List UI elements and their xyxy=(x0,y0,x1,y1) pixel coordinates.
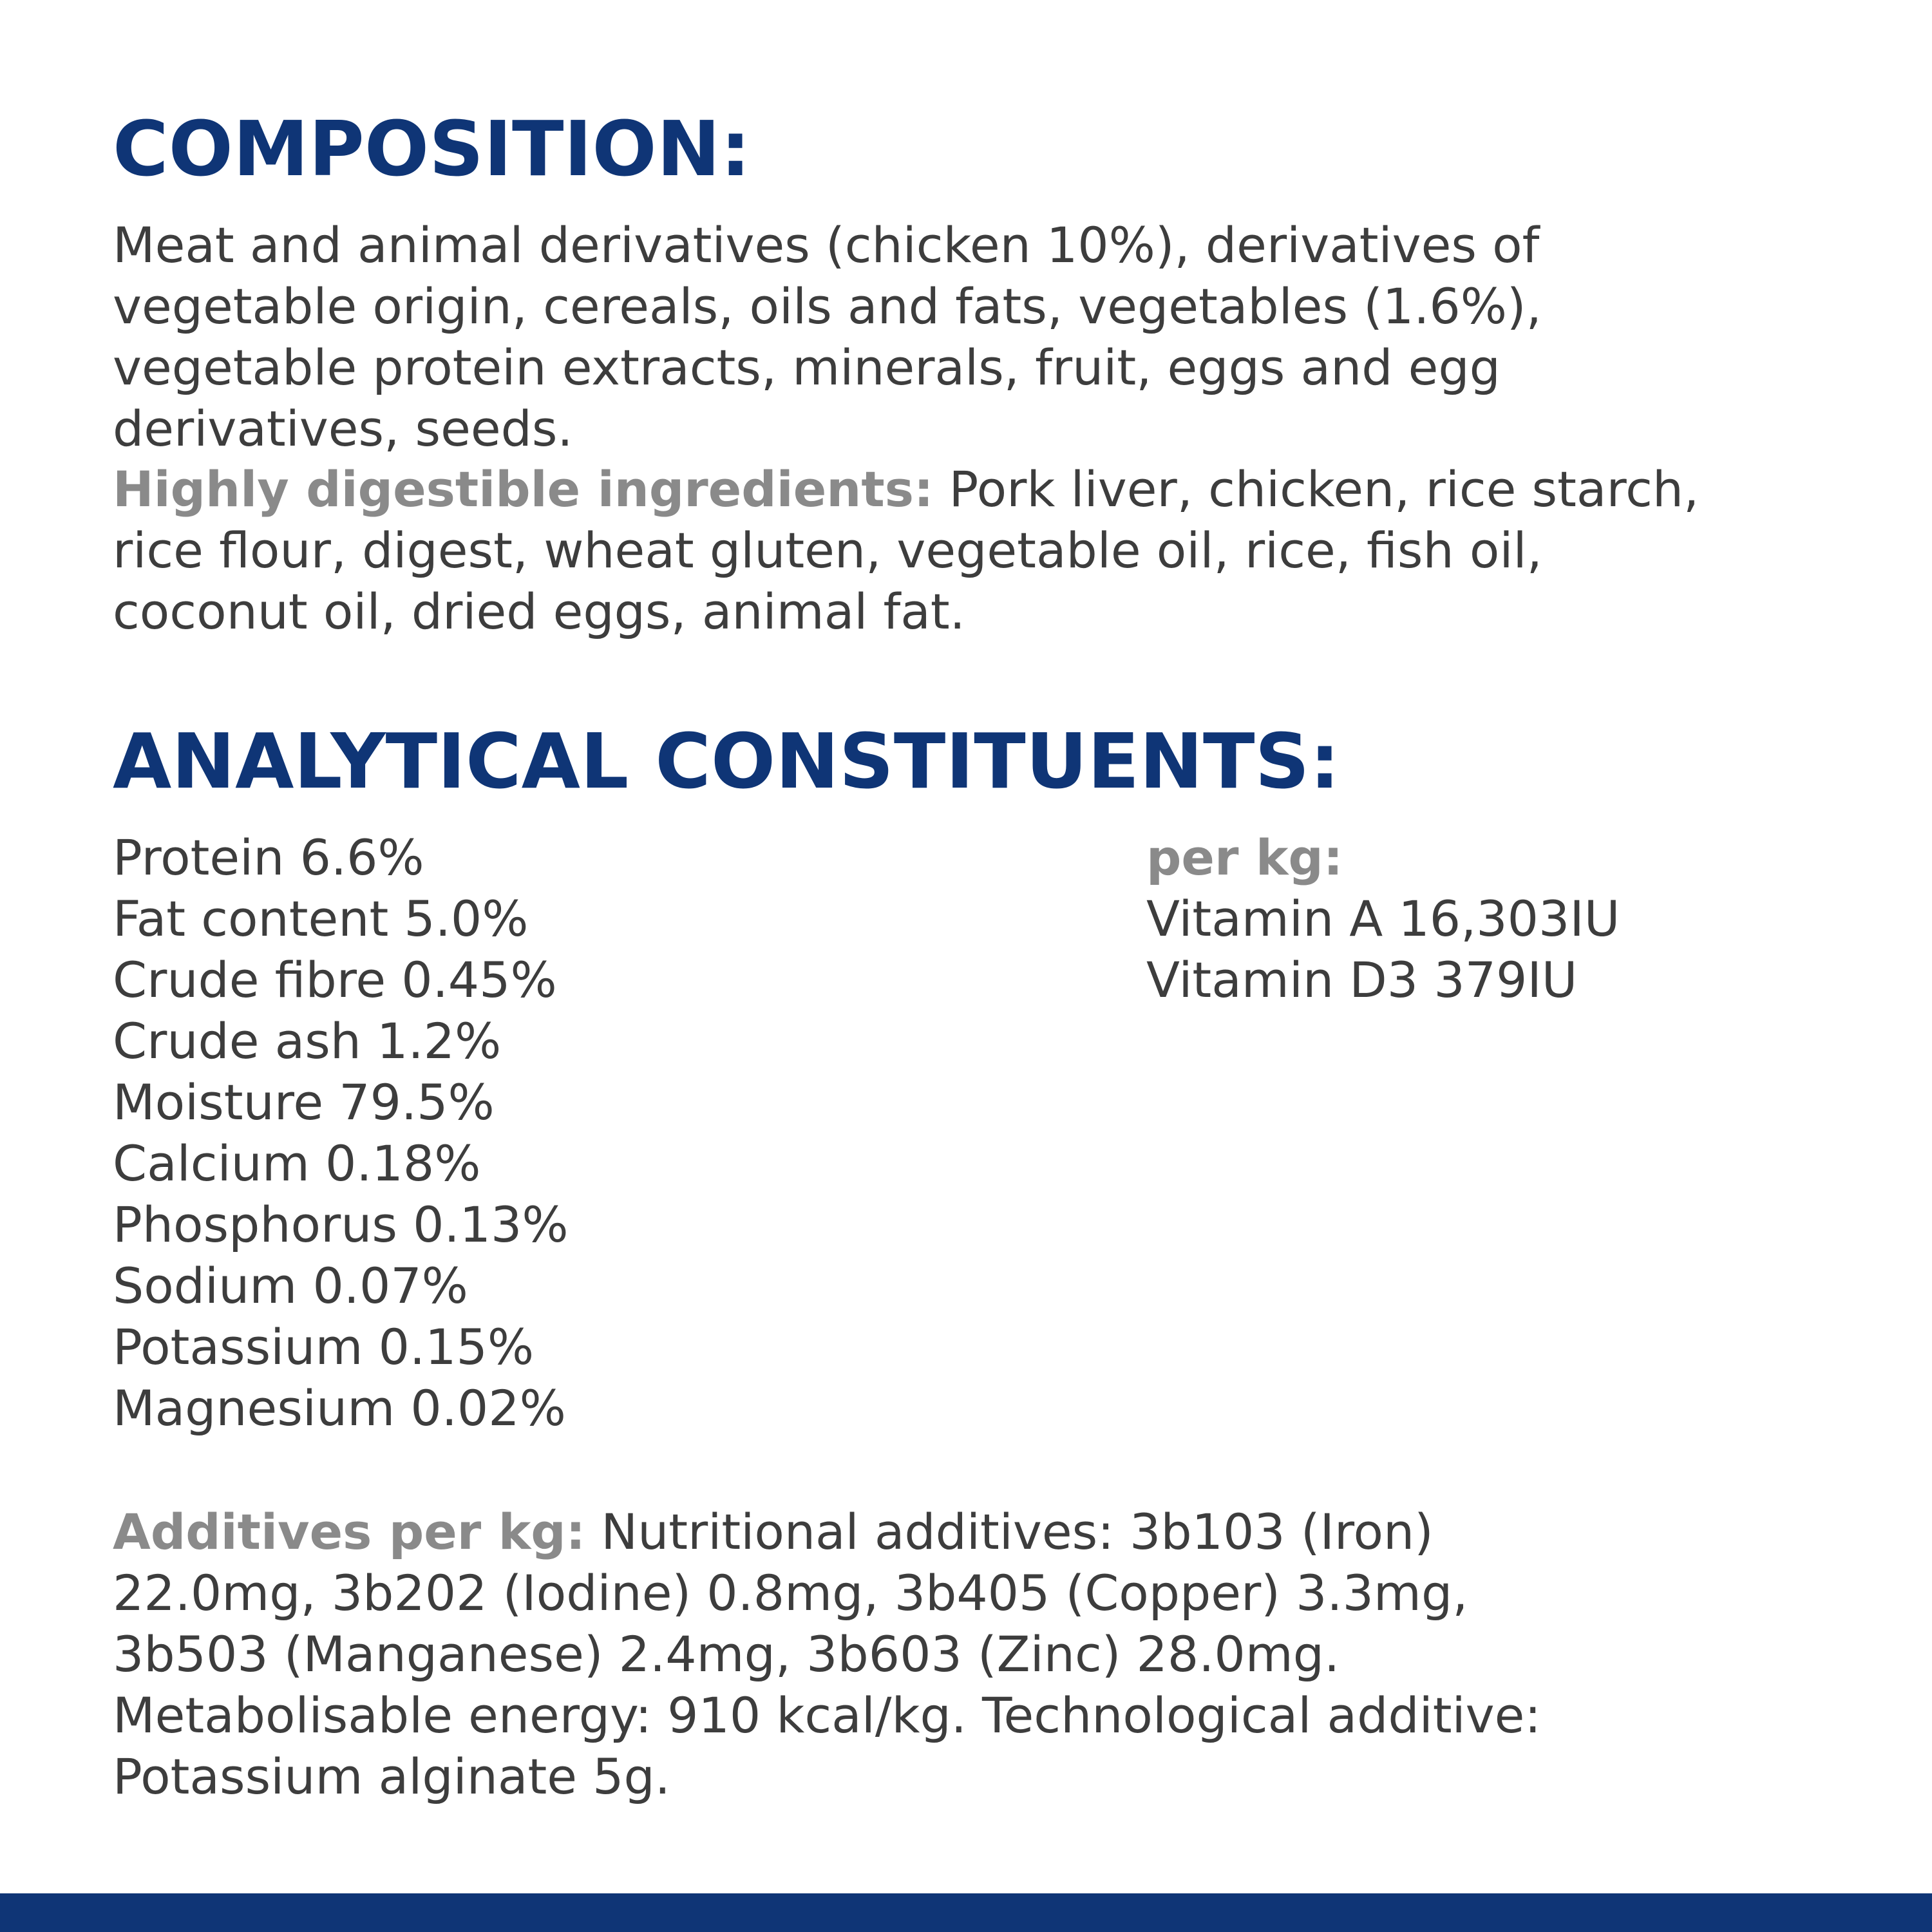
analytical-constituents-heading: ANALYTICAL CONSTITUENTS: xyxy=(113,717,1340,806)
nutrient-list xyxy=(113,827,569,1439)
nutrient-item: Magnesium 0.02% xyxy=(113,1379,566,1437)
additives-line-text: Nutritional additives: 3b103 (Iron) xyxy=(585,1503,1434,1560)
additives-line: 22.0mg, 3b202 (Iodine) 0.8mg, 3b405 (Copper) 3.3mg, xyxy=(113,1564,1468,1622)
nutrient-item: Sodium 0.07% xyxy=(113,1257,468,1314)
composition-line: vegetable protein extracts, minerals, fruit, eggs and egg xyxy=(113,339,1501,396)
composition-heading: COMPOSITION: xyxy=(113,104,751,193)
nutrient-item: Fat content 5.0% xyxy=(113,890,529,947)
vitamin-list xyxy=(1146,827,1620,1010)
nutrient-item: Protein 6.6% xyxy=(113,829,424,886)
additives-line xyxy=(113,1501,1541,1562)
nutrient-item: Potassium 0.15% xyxy=(113,1318,535,1376)
composition-line: vegetable origin, cereals, oils and fats, vegetables (1.6%), xyxy=(113,278,1542,335)
digestible-line-text: Pork liver, chicken, rice starch, xyxy=(933,460,1700,518)
composition-line: derivatives, seeds. xyxy=(113,400,573,457)
composition-text xyxy=(113,214,1542,459)
per-kg-label: per kg: xyxy=(1146,829,1343,886)
composition-line: Meat and animal derivatives (chicken 10%), derivatives of xyxy=(113,216,1540,274)
additives-line: Potassium alginate 5g. xyxy=(113,1748,670,1805)
digestible-line: coconut oil, dried eggs, animal fat. xyxy=(113,583,965,640)
digestible-ingredients-text xyxy=(113,459,1699,642)
vitamin-item: Vitamin A 16,303IU xyxy=(1146,890,1620,947)
vitamin-item: Vitamin D3 379IU xyxy=(1146,951,1578,1009)
digestible-line: rice flour, digest, wheat gluten, vegetable oil, rice, fish oil, xyxy=(113,522,1542,579)
digestible-label: Highly digestible ingredients: xyxy=(113,460,934,518)
nutrient-item: Moisture 79.5% xyxy=(113,1074,495,1131)
nutrient-item: Calcium 0.18% xyxy=(113,1135,481,1192)
nutrient-item: Phosphorus 0.13% xyxy=(113,1196,569,1253)
footer-bar xyxy=(0,1893,1932,1932)
additives-label: Additives per kg: xyxy=(113,1503,586,1560)
digestible-line xyxy=(113,459,1699,520)
additives-line: 3b503 (Manganese) 2.4mg, 3b603 (Zinc) 28.0mg. xyxy=(113,1625,1340,1683)
nutrient-item: Crude fibre 0.45% xyxy=(113,951,557,1009)
additives-line: Metabolisable energy: 910 kcal/kg. Technological additive: xyxy=(113,1687,1541,1744)
nutrient-item: Crude ash 1.2% xyxy=(113,1012,502,1070)
additives-text xyxy=(113,1501,1541,1807)
